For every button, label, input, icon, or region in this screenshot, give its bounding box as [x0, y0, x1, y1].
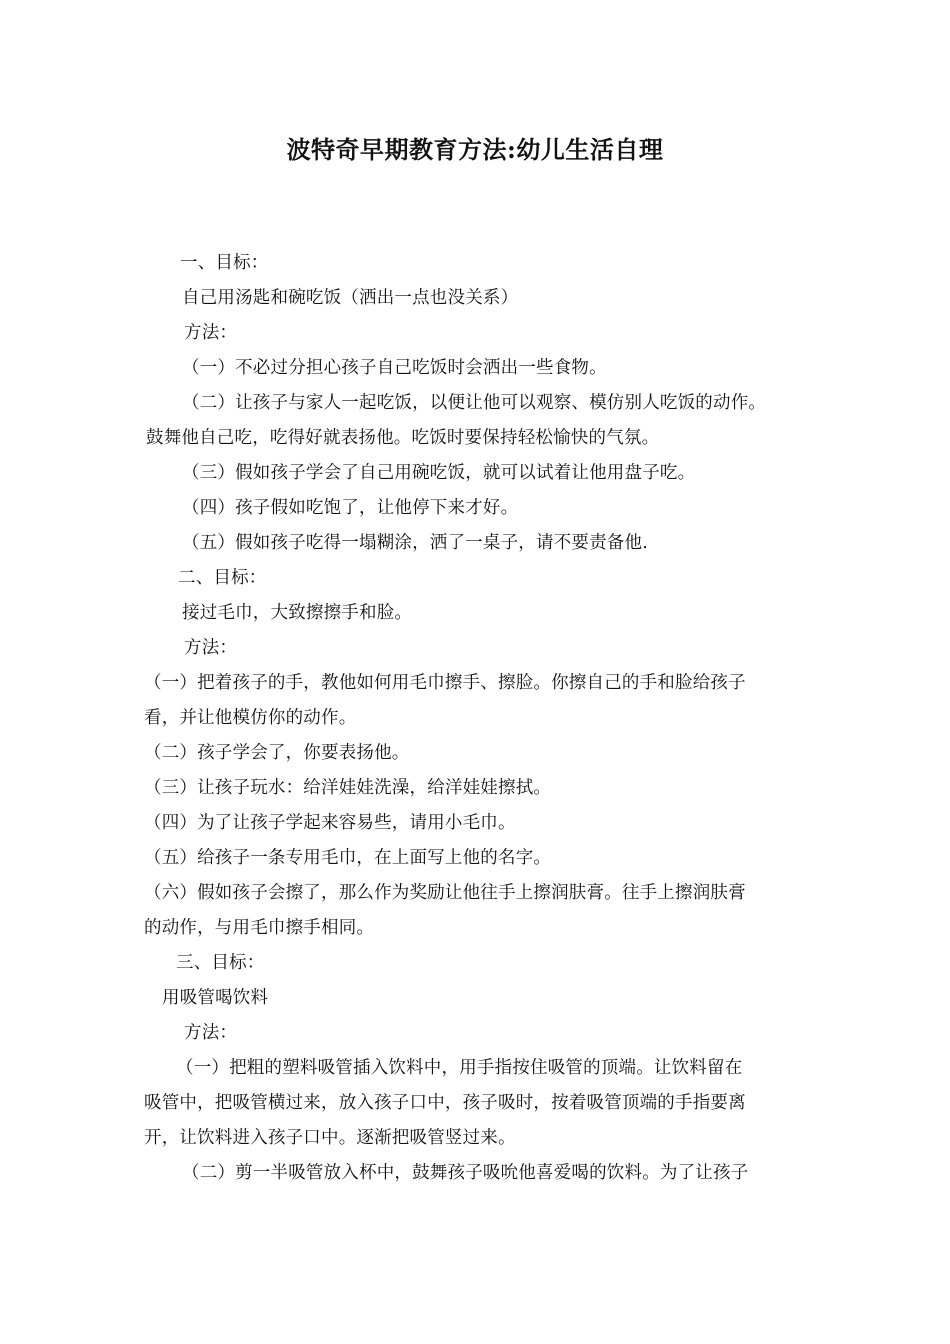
paragraph-line: 看，并让他模仿你的动作。: [144, 708, 357, 728]
section-3-heading: 三、目标：: [176, 953, 265, 973]
paragraph-line: 开，让饮料进入孩子口中。逐渐把吸管竖过来。: [144, 1128, 516, 1148]
paragraph-line: （一）不必过分担心孩子自己吃饭时会洒出一些食物。: [182, 358, 607, 378]
paragraph-line: （二）让孩子与家人一起吃饭，以便让他可以观察、模仿别人吃饭的动作。: [182, 393, 767, 413]
section-3-goal: 用吸管喝饮料: [162, 988, 269, 1008]
paragraph-line: 吸管中，把吸管横过来，放入孩子口中，孩子吸时，按着吸管顶端的手指要离: [144, 1093, 746, 1113]
document-title: 波特奇早期教育方法:幼儿生活自理: [286, 135, 664, 164]
paragraph-line: （二）孩子学会了，你要表扬他。: [144, 743, 410, 763]
paragraph-line: （四）为了让孩子学起来容易些，请用小毛巾。: [144, 813, 516, 833]
section-1-heading: 一、目标：: [180, 253, 269, 273]
paragraph-line: （五）假如孩子吃得一塌糊涂，洒了一桌子，请不要责备他.: [182, 533, 648, 553]
paragraph-line: （一）把粗的塑料吸管插入饮料中，用手指按住吸管的顶端。让饮料留在: [176, 1058, 743, 1078]
section-2-heading: 二、目标：: [178, 568, 267, 588]
paragraph-line: （三）让孩子玩水：给洋娃娃洗澡，给洋娃娃擦拭。: [144, 778, 552, 798]
paragraph-line: （一）把着孩子的手，教他如何用毛巾擦手、擦脸。你擦自己的手和脸给孩子: [144, 673, 746, 693]
paragraph-line: 鼓舞他自己吃，吃得好就表扬他。吃饭时要保持轻松愉快的气氛。: [146, 428, 660, 448]
paragraph-line: （五）给孩子一条专用毛巾，在上面写上他的名字。: [144, 848, 552, 868]
section-1-method-label: 方法：: [184, 323, 238, 343]
section-2-goal: 接过毛巾，大致擦擦手和脸。: [182, 603, 413, 623]
paragraph-line: 的动作，与用毛巾擦手相同。: [144, 918, 375, 938]
paragraph-line: （六）假如孩子会擦了，那么作为奖励让他往手上擦润肤膏。往手上擦润肤膏: [144, 883, 746, 903]
paragraph-line: （二）剪一半吸管放入杯中，鼓舞孩子吸吮他喜爱喝的饮料。为了让孩子: [182, 1163, 749, 1183]
section-3-method-label: 方法：: [184, 1023, 238, 1043]
paragraph-line: （四）孩子假如吃饱了，让他停下来才好。: [182, 498, 519, 518]
paragraph-line: （三）假如孩子学会了自己用碗吃饭，就可以试着让他用盘子吃。: [182, 463, 696, 483]
section-2-method-label: 方法：: [184, 638, 238, 658]
section-1-goal: 自己用汤匙和碗吃饭（洒出一点也没关系）: [182, 288, 519, 308]
